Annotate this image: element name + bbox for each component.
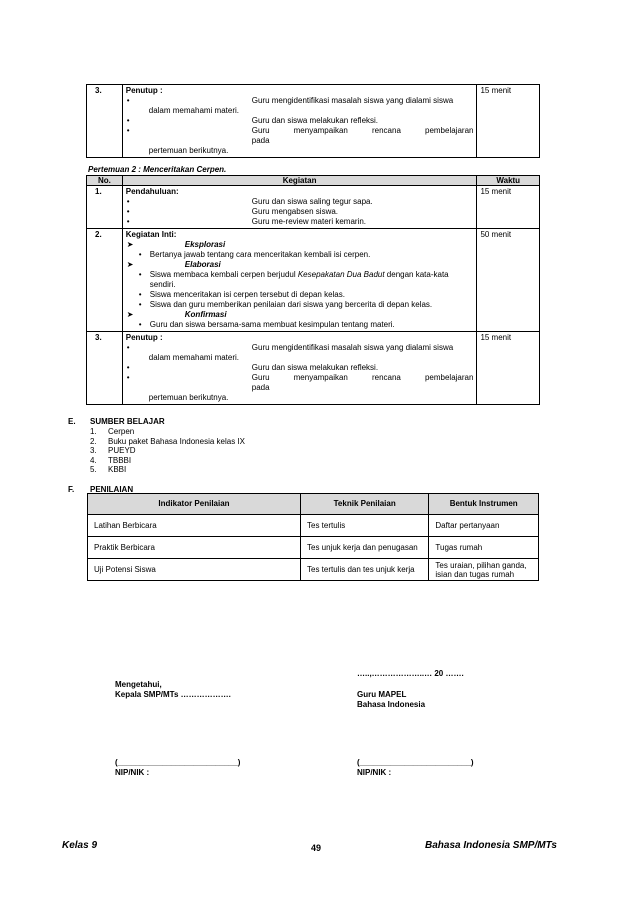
- header-time: Waktu: [477, 176, 540, 186]
- signature-right-label1: Guru MAPEL: [357, 690, 407, 699]
- row-number: 3.: [87, 85, 123, 158]
- activity-title: Kegiatan Inti:: [125, 230, 177, 239]
- list-item: 4. TBBBI: [90, 455, 132, 465]
- signature-left-nip: NIP/NIK :: [115, 768, 150, 777]
- bullet-icon: •: [126, 207, 130, 216]
- list-item: • Siswa dan guru memberikan penilaian dari siswa yang bercerita di depan kelas.: [138, 300, 433, 309]
- list-item: • Guru dan siswa bersama-sama membuat kesimpulan tentang materi.: [138, 320, 395, 329]
- activity-cell: [122, 332, 477, 405]
- table-row: Praktik Berbicara Tes unjuk kerja dan penugasan Tugas rumah: [88, 537, 539, 559]
- table-row: [87, 332, 540, 405]
- arrow-icon: ➤: [126, 310, 134, 319]
- bullet-icon: •: [138, 320, 142, 329]
- activity-title: Penutup :: [125, 86, 163, 95]
- time-cell: 50 menit: [477, 229, 540, 332]
- list-item: • Guru dan siswa melakukan refleksi.: [126, 363, 379, 372]
- header-no: No.: [87, 176, 123, 186]
- footer-right: Bahasa Indonesia SMP/MTs: [425, 840, 557, 851]
- bullet-icon: •: [126, 96, 130, 105]
- table-header-row: [87, 176, 540, 186]
- assessment-table: [87, 493, 539, 581]
- table-row: [87, 186, 540, 229]
- signature-left-name: (___________________________): [115, 758, 241, 767]
- bullet-icon: •: [126, 116, 130, 125]
- list-item: • Guru dan siswa saling tegur sapa.: [126, 197, 373, 206]
- list-item: • Guru mengidentifikasi masalah siswa yang dialami siswa dalam memahami materi.: [126, 96, 454, 115]
- bullet-icon: •: [126, 126, 130, 135]
- list-item: • Guru me-review materi kemarin.: [126, 217, 367, 226]
- meeting2-table: [86, 175, 540, 405]
- list-item: • Guru menyampaikan rencana pembelajaran pada pertemuan berikutnya.: [126, 126, 474, 155]
- activity-title: Penutup :: [125, 333, 163, 342]
- activity-cell: [122, 85, 477, 158]
- header-activity: Kegiatan: [122, 176, 477, 186]
- table-row: [87, 229, 540, 332]
- bullet-icon: •: [138, 250, 142, 259]
- bullet-icon: •: [126, 363, 130, 372]
- page-number: 49: [311, 843, 322, 853]
- bullet-icon: •: [138, 270, 142, 279]
- bullet-icon: •: [126, 343, 130, 352]
- activity-cell: [122, 186, 477, 229]
- list-item: 2. Buku paket Bahasa Indonesia kelas IX: [90, 436, 245, 446]
- source-list: [90, 427, 245, 475]
- time-cell: 15 menit: [477, 186, 540, 229]
- table-row: [87, 85, 540, 158]
- row-number: 2.: [87, 229, 123, 332]
- row-number: 1.: [87, 186, 123, 229]
- date-line: …..,………………..… 20 …….: [357, 669, 464, 678]
- list-item: 1. Cerpen: [90, 427, 135, 436]
- list-item: • Siswa membaca kembali cerpen berjudul Kesepakatan Dua Badut dengan kata-kata sendiri.: [138, 270, 449, 289]
- arrow-icon: ➤: [126, 240, 134, 249]
- activity-title: Pendahuluan:: [125, 187, 179, 196]
- list-item: • Siswa menceritakan isi cerpen tersebut di depan kelas.: [138, 290, 345, 299]
- header-instrument: Bentuk Instrumen: [429, 494, 539, 515]
- list-item: • Guru mengabsen siswa.: [126, 207, 339, 216]
- list-item: 5. KBBI: [90, 465, 127, 474]
- row-number: 3.: [87, 332, 123, 405]
- bullet-icon: •: [126, 373, 130, 382]
- signature-right-name: (_________________________): [357, 758, 474, 767]
- bullet-icon: •: [126, 197, 130, 206]
- list-item: • Guru menyampaikan rencana pembelajaran pada pertemuan berikutnya.: [126, 373, 474, 402]
- footer-left: Kelas 9: [62, 840, 98, 851]
- bullet-icon: •: [138, 300, 142, 309]
- table-row: Latihan Berbicara Tes tertulis Daftar pertanyaan: [88, 515, 539, 537]
- activity-cell: [122, 229, 477, 332]
- list-item: • Bertanya jawab tentang cara menceritakan kembali isi cerpen.: [138, 250, 371, 259]
- signature-right-label2: Bahasa Indonesia: [357, 700, 426, 709]
- list-item: 3. PUEYD: [90, 446, 136, 455]
- bullet-icon: •: [138, 290, 142, 299]
- time-cell: 15 menit: [477, 85, 540, 158]
- arrow-icon: ➤: [126, 260, 134, 269]
- list-item: • Guru dan siswa melakukan refleksi.: [126, 116, 379, 125]
- signature-left-label2: Kepala SMP/MTs ……………….: [115, 690, 231, 699]
- signature-right-nip: NIP/NIK :: [357, 768, 392, 777]
- table-row: Uji Potensi Siswa Tes tertulis dan tes unjuk kerja Tes uraian, pilihan ganda, isian dan tugas rumah: [88, 559, 539, 581]
- table-header-row: [88, 494, 539, 515]
- phase-explore: ➤ Eksplorasi: [126, 240, 226, 249]
- bullet-icon: •: [126, 217, 130, 226]
- list-item: • Guru mengidentifikasi masalah siswa yang dialami siswa dalam memahami materi.: [126, 343, 454, 362]
- meeting-title: Pertemuan 2 : Menceritakan Cerpen.: [88, 165, 227, 174]
- time-cell: 15 menit: [477, 332, 540, 405]
- activity-table-continued: [86, 84, 540, 158]
- phase-elaboration: ➤ Elaborasi: [126, 260, 221, 269]
- signature-left-label1: Mengetahui,: [115, 680, 162, 689]
- header-technique: Teknik Penilaian: [301, 494, 429, 515]
- header-indicator: Indikator Penilaian: [88, 494, 301, 515]
- phase-confirmation: ➤ Konfirmasi: [126, 310, 227, 319]
